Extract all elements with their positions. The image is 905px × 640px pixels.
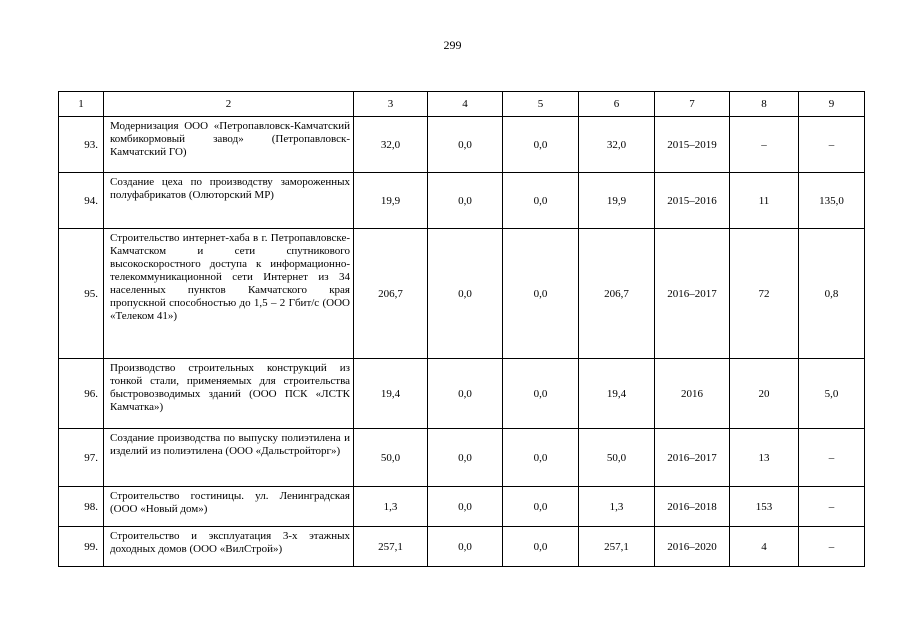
header-cell-4: 4 bbox=[428, 92, 503, 117]
header-cell-6: 6 bbox=[579, 92, 655, 117]
table-row bbox=[59, 487, 865, 527]
cell-col5: 0,0 bbox=[503, 487, 579, 527]
row-number: 97. bbox=[59, 429, 104, 487]
table-row bbox=[59, 117, 865, 173]
cell-period: 2016–2020 bbox=[655, 527, 730, 567]
project-description: Модернизация ООО «Петропавловск-Камчатский комбикормовый завод» (Петропавловск-Камчатский ГО) bbox=[104, 117, 354, 173]
cell-period: 2015–2019 bbox=[655, 117, 730, 173]
cell-col5: 0,0 bbox=[503, 117, 579, 173]
cell-col6: 19,4 bbox=[579, 359, 655, 429]
table-row bbox=[59, 359, 865, 429]
header-cell-3: 3 bbox=[354, 92, 428, 117]
cell-period: 2015–2016 bbox=[655, 173, 730, 229]
row-number: 95. bbox=[59, 229, 104, 359]
cell-col4: 0,0 bbox=[428, 359, 503, 429]
cell-col4: 0,0 bbox=[428, 173, 503, 229]
cell-col5: 0,0 bbox=[503, 173, 579, 229]
cell-col6: 19,9 bbox=[579, 173, 655, 229]
header-row bbox=[59, 92, 865, 117]
cell-col4: 0,0 bbox=[428, 487, 503, 527]
cell-col8: 72 bbox=[730, 229, 799, 359]
cell-col6: 206,7 bbox=[579, 229, 655, 359]
cell-col8: 153 bbox=[730, 487, 799, 527]
project-description: Создание производства по выпуску полиэтилена и изделий из полиэтилена (ООО «Дальстройторг») bbox=[104, 429, 354, 487]
row-number: 99. bbox=[59, 527, 104, 567]
row-number: 93. bbox=[59, 117, 104, 173]
cell-col5: 0,0 bbox=[503, 229, 579, 359]
header-cell-8: 8 bbox=[730, 92, 799, 117]
cell-col4: 0,0 bbox=[428, 229, 503, 359]
cell-col3: 19,9 bbox=[354, 173, 428, 229]
table-row bbox=[59, 173, 865, 229]
header-cell-9: 9 bbox=[799, 92, 865, 117]
cell-col5: 0,0 bbox=[503, 429, 579, 487]
cell-period: 2016–2017 bbox=[655, 229, 730, 359]
cell-col9: – bbox=[799, 429, 865, 487]
cell-col3: 50,0 bbox=[354, 429, 428, 487]
cell-col8: 20 bbox=[730, 359, 799, 429]
cell-col9: – bbox=[799, 117, 865, 173]
row-number: 94. bbox=[59, 173, 104, 229]
cell-period: 2016–2017 bbox=[655, 429, 730, 487]
project-description: Строительство интернет-хаба в г. Петропавловске-Камчатском и сети спутникового высокоскоростного доступа к информационно-телекоммуникационной сети Интернет из 34 населенных пунктов Камчатского края пропускной способностью до 1,5 – 2 Гбит/с (ООО «Телеком 41») bbox=[104, 229, 354, 359]
cell-col8: 4 bbox=[730, 527, 799, 567]
cell-col8: – bbox=[730, 117, 799, 173]
cell-col9: 5,0 bbox=[799, 359, 865, 429]
cell-col6: 1,3 bbox=[579, 487, 655, 527]
header-cell-5: 5 bbox=[503, 92, 579, 117]
cell-col5: 0,0 bbox=[503, 527, 579, 567]
cell-col6: 50,0 bbox=[579, 429, 655, 487]
cell-col9: 0,8 bbox=[799, 229, 865, 359]
table-row bbox=[59, 229, 865, 359]
cell-col3: 1,3 bbox=[354, 487, 428, 527]
cell-col4: 0,0 bbox=[428, 117, 503, 173]
row-number: 96. bbox=[59, 359, 104, 429]
header-cell-1: 1 bbox=[59, 92, 104, 117]
project-description: Строительство и эксплуатация 3-х этажных доходных домов (ООО «ВилСтрой») bbox=[104, 527, 354, 567]
cell-col6: 257,1 bbox=[579, 527, 655, 567]
cell-col6: 32,0 bbox=[579, 117, 655, 173]
cell-col9: – bbox=[799, 527, 865, 567]
cell-col5: 0,0 bbox=[503, 359, 579, 429]
cell-col3: 257,1 bbox=[354, 527, 428, 567]
table-row bbox=[59, 527, 865, 567]
cell-col8: 13 bbox=[730, 429, 799, 487]
cell-col4: 0,0 bbox=[428, 429, 503, 487]
project-description: Производство строительных конструкций из тонкой стали, применяемых для строительства быстровозводимых зданий (ООО ПСК «ЛСТК Камчатка») bbox=[104, 359, 354, 429]
cell-period: 2016–2018 bbox=[655, 487, 730, 527]
cell-col3: 32,0 bbox=[354, 117, 428, 173]
cell-col8: 11 bbox=[730, 173, 799, 229]
header-cell-2: 2 bbox=[104, 92, 354, 117]
page-number: 299 bbox=[443, 38, 462, 52]
header-cell-7: 7 bbox=[655, 92, 730, 117]
row-number: 98. bbox=[59, 487, 104, 527]
cell-col9: – bbox=[799, 487, 865, 527]
investment-projects-table bbox=[58, 91, 865, 567]
project-description: Создание цеха по производству замороженных полуфабрикатов (Олюторский МР) bbox=[104, 173, 354, 229]
cell-col9: 135,0 bbox=[799, 173, 865, 229]
cell-col3: 19,4 bbox=[354, 359, 428, 429]
cell-col4: 0,0 bbox=[428, 527, 503, 567]
cell-period: 2016 bbox=[655, 359, 730, 429]
cell-col3: 206,7 bbox=[354, 229, 428, 359]
table-row bbox=[59, 429, 865, 487]
project-description: Строительство гостиницы. ул. Ленинградская (ООО «Новый дом») bbox=[104, 487, 354, 527]
